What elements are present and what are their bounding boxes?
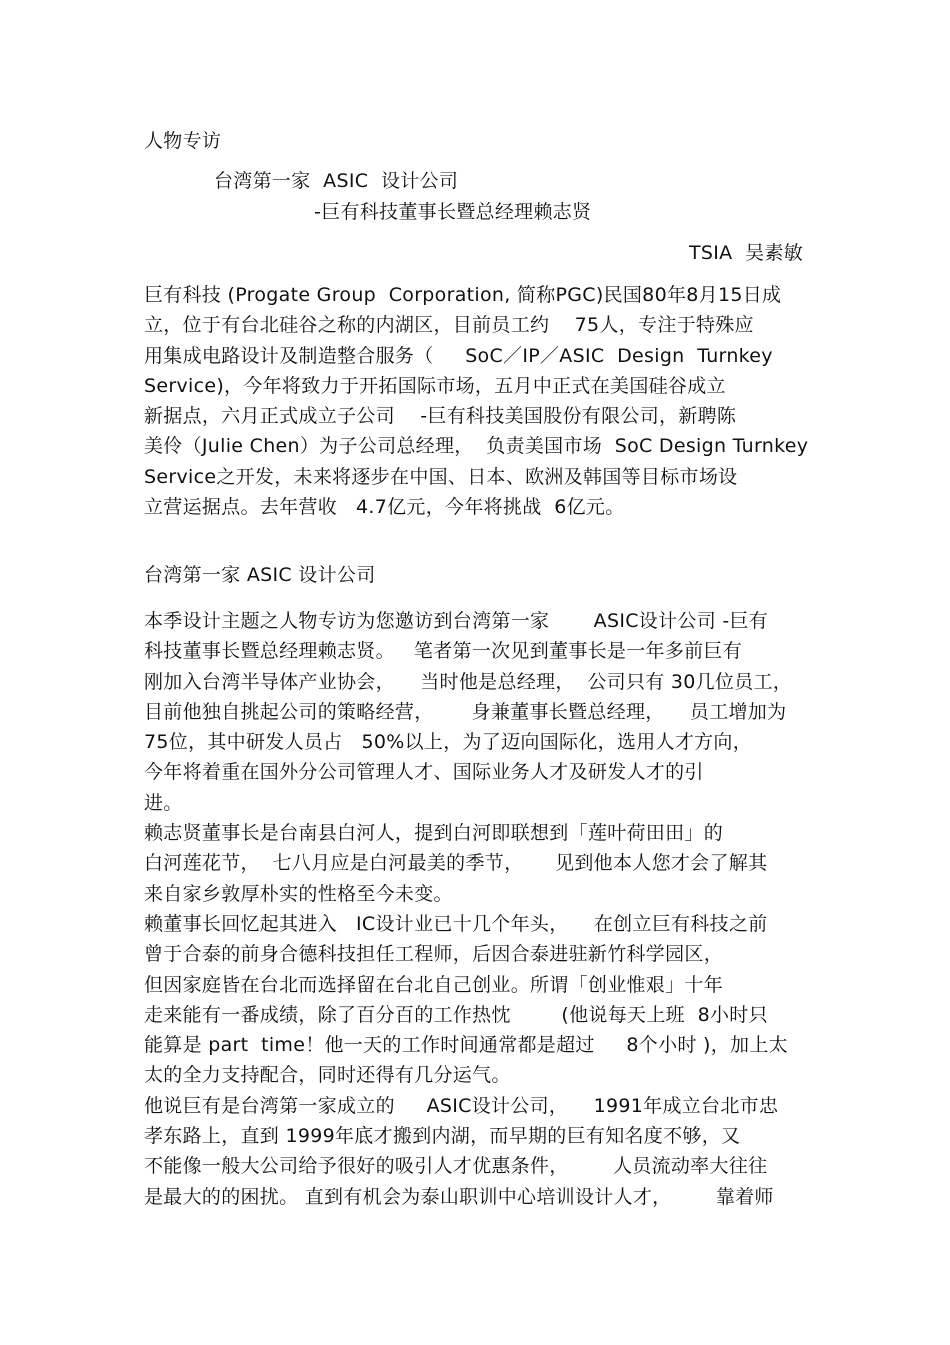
section-heading: 台湾第一家 ASIC 设计公司 bbox=[144, 564, 376, 586]
text-line: 赖志贤董事长是台南县白河人，提到白河即联想到「莲叶荷田田」的 bbox=[144, 822, 724, 845]
body-text bbox=[144, 606, 792, 1212]
section-label: 人物专访 bbox=[144, 130, 222, 152]
document-subtitle: -巨有科技董事长暨总经理赖志贤 bbox=[314, 201, 592, 223]
text-line: 本季设计主题之人物专访为您邀访到台湾第一家 ASIC设计公司 -巨有 bbox=[144, 610, 769, 632]
document-title: 台湾第一家 ASIC 设计公司 bbox=[214, 170, 459, 192]
text-line: 科技董事长暨总经理赖志贤。 笔者第一次见到董事长是一年多前巨有 bbox=[144, 640, 743, 663]
text-line: 能算是 part time！他一天的工作时间通常都是超过 8个小时 )，加上太 bbox=[144, 1034, 788, 1057]
text-line: 用集成电路设计及制造整合服务（ SoC／IP／ASIC Design Turnkey bbox=[144, 344, 773, 367]
text-line: 是最大的的困扰。 直到有机会为泰山职训中心培训设计人才， 靠着师 bbox=[144, 1185, 774, 1208]
text-line: 不能像一般大公司给予很好的吸引人才优惠条件， 人员流动率大往往 bbox=[144, 1155, 768, 1178]
text-line: 白河莲花节， 七八月应是白河最美的季节， 见到他本人您才会了解其 bbox=[144, 852, 768, 875]
text-line: 巨有科技 (Progate Group Corporation, 简称PGC)民国80年8月15日成 bbox=[144, 284, 782, 306]
intro-paragraph bbox=[144, 280, 808, 522]
text-line: 美伶（Julie Chen）为子公司总经理， 负责美国市场 SoC Design Turnkey bbox=[144, 435, 809, 458]
text-line: 曾于合泰的前身合德科技担任工程师，后因合泰进驻新竹科学园区， bbox=[144, 943, 724, 966]
text-line: 新据点，六月正式成立子公司 -巨有科技美国股份有限公司，新聘陈 bbox=[144, 405, 737, 428]
text-line: 走来能有一番成绩，除了百分百的工作热忱 (他说每天上班 8小时只 bbox=[144, 1003, 768, 1026]
text-line: 来自家乡敦厚朴实的性格至今未变。 bbox=[144, 882, 453, 905]
text-line: Service之开发，未来将逐步在中国、日本、欧洲及韩国等目标市场设 bbox=[144, 465, 738, 488]
text-line: 他说巨有是台湾第一家成立的 ASIC设计公司， 1991年成立台北市忠 bbox=[144, 1094, 779, 1117]
text-line: 孝东路上，直到 1999年底才搬到内湖，而早期的巨有知名度不够，又 bbox=[144, 1125, 741, 1148]
text-line: Service)，今年将致力于开拓国际市场，五月中正式在美国硅谷成立 bbox=[144, 374, 726, 397]
text-line: 立，位于有台北硅谷之称的内湖区，目前员工约 75人，专注于特殊应 bbox=[144, 314, 754, 337]
text-line: 进。 bbox=[144, 791, 183, 814]
text-line: 赖董事长回忆起其进入 IC设计业已十几个年头， 在创立巨有科技之前 bbox=[144, 912, 768, 935]
author-byline: TSIA 吴素敏 bbox=[688, 242, 803, 264]
text-line: 刚加入台湾半导体产业协会， 当时他是总经理， 公司只有 30几位员工， bbox=[144, 670, 793, 693]
text-line: 太的全力支持配合，同时还得有几分运气。 bbox=[144, 1064, 511, 1087]
text-line: 但因家庭皆在台北而选择留在台北自己创业。所谓「创业惟艰」十年 bbox=[144, 973, 724, 996]
text-line: 75位，其中研发人员占 50%以上，为了迈向国际化，选用人才方向， bbox=[144, 731, 753, 754]
text-line: 目前他独自挑起公司的策略经营， 身兼董事长暨总经理， 员工增加为 bbox=[144, 700, 787, 723]
text-line: 今年将着重在国外分公司管理人才、国际业务人才及研发人才的引 bbox=[144, 761, 704, 784]
text-line: 立营运据点。去年营收 4.7亿元，今年将挑战 6亿元。 bbox=[144, 496, 625, 519]
